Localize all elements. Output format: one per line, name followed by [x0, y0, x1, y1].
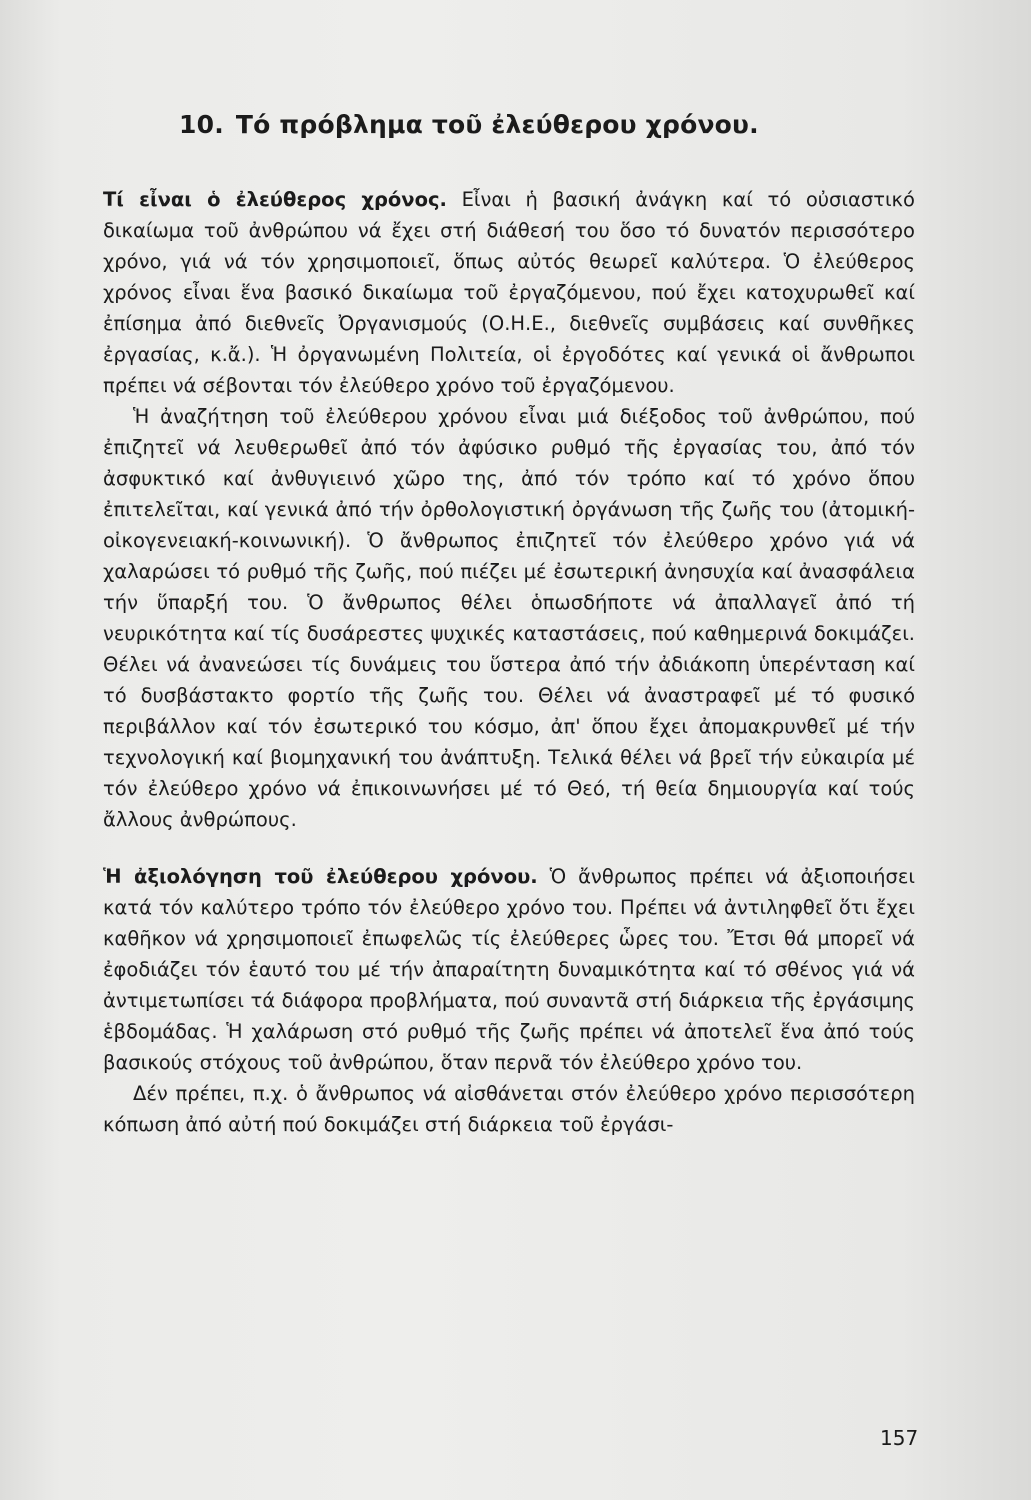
paragraph-3: [103, 861, 915, 1078]
paragraph-2: Ἡ ἀναζήτηση τοῦ ἐλεύθερου χρόνου εἶναι μιά διέξοδος τοῦ ἀνθρώπου, πού ἐπιζητεῖ νά λευθερωθεῖ ἀπό τόν ἀφύσικο ρυθμό τῆς ἐργασίας του, ἀπό τόν ἀσφυκτικό καί ἀνθυγιεινό χῶρο της, ἀπό τόν τρόπο καί τό χρόνο ὅπου ἐπιτελεῖται, καί γενικά ἀπό τήν ὀρθολογιστική ὀργάνωση τῆς ζωῆς του (ἀτομική-οἰκογενειακή-κοινωνική). Ὁ ἄνθρωπος ἐπιζητεῖ τόν ἐλεύθερο χρόνο γιά νά χαλαρώσει τό ρυθμό τῆς ζωῆς, πού πιέζει μέ ἐσωτερική ἀνησυχία καί ἀνασφάλεια τήν ὕπαρξή του. Ὁ ἄνθρωπος θέλει ὁπωσδήποτε νά ἀπαλλαγεῖ ἀπό τή νευρικότητα καί τίς δυσάρεστες ψυχικές καταστάσεις, πού καθημερινά δοκιμάζει. Θέλει νά ἀνανεώσει τίς δυνάμεις του ὕστερα ἀπό τήν ἀδιάκοπη ὑπερένταση καί τό δυσβάστακτο φορτίο τῆς ζωῆς του. Θέλει νά ἀναστραφεῖ μέ τό φυσικό περιβάλλον καί τόν ἐσωτερικό του κόσμο, ἀπ' ὅπου ἔχει ἀπομακρυνθεῖ μέ τήν τεχνολογική καί βιομηχανική του ἀνάπτυξη. Τελικά θέλει νά βρεῖ τήν εὐκαιρία μέ τόν ἐλεύθερο χρόνο νά ἐπικοινωνήσει μέ τό Θεό, τή θεία δημιουργία καί τούς ἄλλους ἀνθρώπους.: [103, 405, 915, 831]
paragraph-4: Δέν πρέπει, π.χ. ὁ ἄνθρωπος νά αἰσθάνεται στόν ἐλεύθερο χρόνο περισσότερη κόπωση ἀπό αὐτή πού δοκιμάζει στή διάρκεια τοῦ ἐργάσι-: [103, 1082, 915, 1136]
page-content: [103, 108, 915, 1140]
section-lead-evaluation: Ἡ ἀξιολόγηση τοῦ ἐλεύθερου χρόνου.: [103, 865, 538, 888]
paragraph-1-body: Εἶναι ἡ βασική ἀνάγκη καί τό οὐσιαστικό δικαίωμα τοῦ ἀνθρώπου νά ἔχει στή διάθεσή του ὅσο τό δυνατόν περισσότερο χρόνο, γιά νά τόν χρησιμοποιεῖ, ὅπως αὐτός θεωρεῖ καλύτερα. Ὁ ἐλεύθερος χρόνος εἶναι ἕνα βασικό δικαίωμα τοῦ ἐργαζόμενου, πού ἔχει κατοχυρωθεῖ καί ἐπίσημα ἀπό διεθνεῖς Ὀργανισμούς (Ο.Η.Ε., διεθνεῖς συμβάσεις καί συνθῆκες ἐργασίας, κ.ἄ.). Ἡ ὀργανωμένη Πολιτεία, οἱ ἐργοδότες καί γενικά οἱ ἄνθρωποι πρέπει νά σέβονται τόν ἐλεύθερο χρόνο τοῦ ἐργαζόμενου.: [103, 188, 915, 397]
paragraph-3-body: Ὁ ἄνθρωπος πρέπει νά ἀξιοποιήσει κατά τόν καλύτερο τρόπο τόν ἐλεύθερο χρόνο του. Πρέπει νά ἀντιληφθεῖ ὅτι ἔχει καθῆκον νά χρησιμοποιεῖ ἐπωφελῶς τίς ἐλεύθερες ὧρες του. Ἔτσι θά μπορεῖ νά ἐφοδιάζει τόν ἑαυτό του μέ τήν ἀπαραίτητη δυναμικότητα καί τό σθένος γιά νά ἀντιμετωπίσει τά διάφορα προβλήματα, πού συναντᾶ στή διάρκεια τῆς ἐργάσιμης ἑβδομάδας. Ἡ χαλάρωση στό ρυθμό τῆς ζωῆς πρέπει νά ἀποτελεῖ ἕνα ἀπό τούς βασικούς στόχους τοῦ ἀνθρώπου, ὅταν περνᾶ τόν ἐλεύθερο χρόνο του.: [103, 865, 916, 1074]
section-free-time-definition: [103, 184, 915, 401]
chapter-heading: [179, 108, 915, 142]
paragraph-1: [103, 184, 915, 401]
page-number: 157: [880, 1426, 919, 1450]
section-lead-what-is-free-time: Τί εἶναι ὁ ἐλεύθερος χρόνος.: [103, 188, 447, 211]
chapter-number: 10.: [179, 110, 224, 139]
section-free-time-evaluation: [103, 861, 915, 1078]
chapter-title: Τό πρόβλημα τοῦ ἐλεύθερου χρόνου.: [235, 110, 759, 139]
